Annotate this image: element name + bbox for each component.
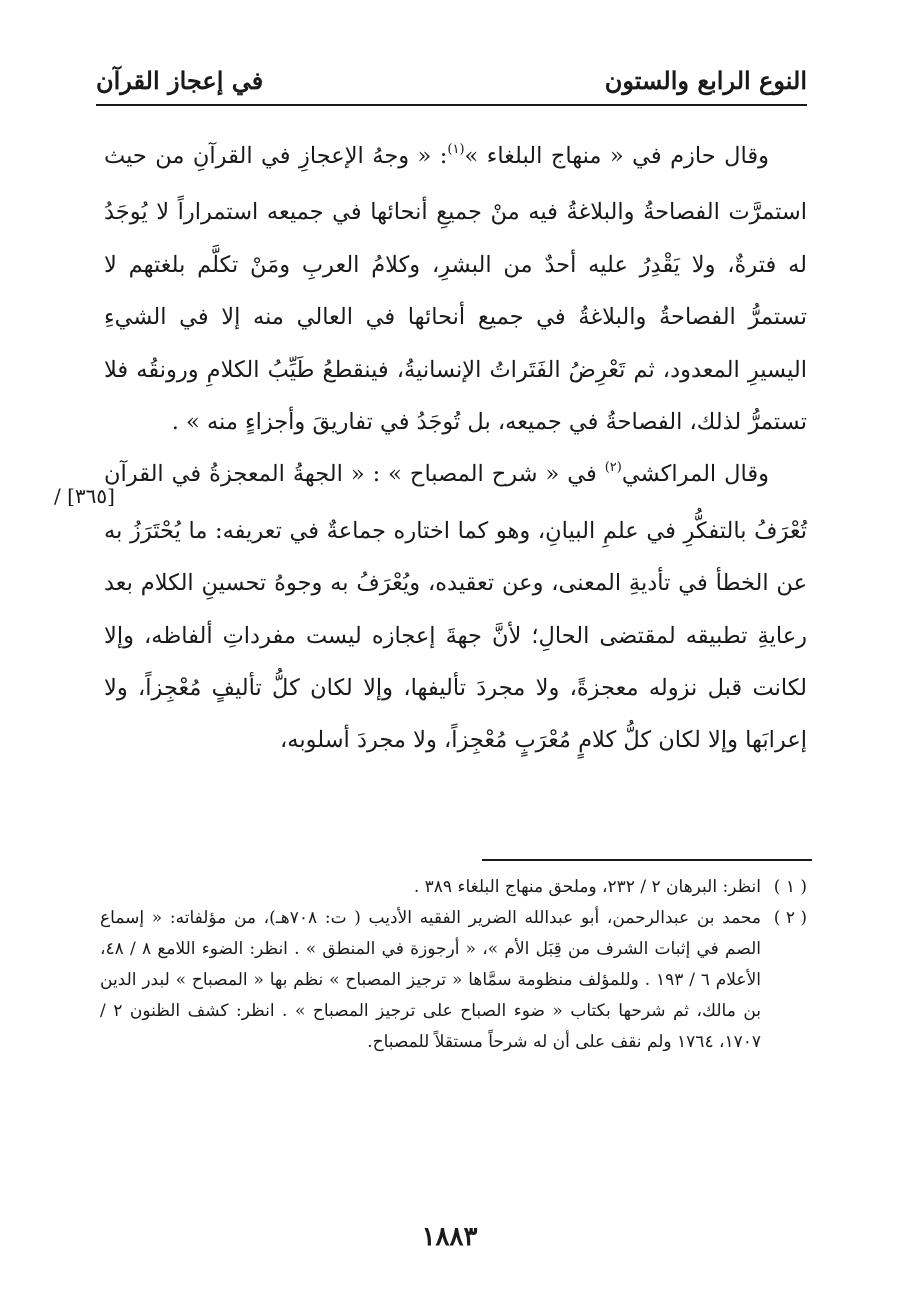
folio-separator: / — [54, 484, 61, 508]
footnote-number: ( ١ ) — [773, 877, 807, 897]
chapter-title: النوع الرابع والستون — [604, 66, 807, 95]
footnote-ref-1: (١) — [447, 142, 465, 157]
footnote-text: محمد بن عبدالرحمن، أبو عبدالله الضرير الفقيه الأديب ( ت: ٧٠٨هـ)، من مؤلفاته: « إسماع الصم في إثبات الشرف من قِبَل الأم »، « أرجوزة في المنطق » . انظر: الضوء اللامع ٨ / ٤٨، الأعلام ٦ / ١٩٣ . وللمؤلف منظومة سمَّاها « ترجيز المصباح » نظم بها « المصباح » لبدر الدين بن مالك، ثم شرحها بكتاب « ضوء الصباح على ترجيز المصباح » . انظر: كشف الظنون ٢ / ١٧٠٧، ١٧٦٤ ولم نقف على أن له شرحاً مستقلاً للمصباح. — [100, 908, 762, 1052]
paragraph-hazim — [104, 130, 807, 448]
paragraph-text: وقال المراكشي — [621, 461, 769, 488]
footnote-1 — [100, 872, 807, 903]
page-number: ١٨٨٣ — [421, 1222, 478, 1252]
footnote-ref-2: (٢) — [604, 460, 622, 476]
footnote-divider — [482, 859, 812, 861]
footnote-number: ( ٢ ) — [773, 908, 807, 928]
folio-number: [٣٦٥] — [67, 484, 115, 508]
book-title: في إعجاز القرآن — [96, 66, 264, 95]
header-divider — [96, 104, 807, 106]
paragraph-text: في « شرح المصباح » : « الجهةُ المعجزةُ في القرآن تُعْرَفُ بالتفكُّرِ في علمِ البيانِ، وهو كما اختاره جماعةٌ في تعريفه: ما يُحْتَرَزُ به عن الخطأ في تأديةِ المعنى، وعن تعقيده، ويُعْرَفُ به وجوهُ تحسينِ الكلام بعد رعايةِ تطبيقه لمقتضى الحالِ؛ لأنَّ جهةَ إعجازه ليست مفرداتِ ألفاظه، وإلا لكانت قبل نزوله معجزةً، ولا مجردَ تأليفها، وإلا لكان كلُّ تأليفٍ مُعْجِزاً، ولا إعرابَها وإلا لكان كلُّ كلامٍ مُعْرَبٍ مُعْجِزاً، ولا مجردَ أسلوبه، — [104, 461, 807, 754]
footnote-text: انظر: البرهان ٢ / ٢٣٢، وملحق منهاج البلغاء ٣٨٩ . — [413, 877, 761, 897]
manuscript-folio-marker — [54, 470, 115, 522]
paragraph-text: وقال حازم في « منهاج البلغاء » — [464, 143, 769, 169]
running-header — [96, 66, 807, 102]
main-text — [54, 130, 807, 767]
paragraph-marrakushi — [104, 448, 807, 766]
footnotes — [100, 872, 807, 1058]
footnote-2 — [100, 903, 807, 1058]
paragraph-text: : « وجهُ الإعجازِ في القرآنِ من حيث استمرَّت الفصاحةُ والبلاغةُ فيه منْ جميعِ أنحائها في جميعه استمراراً لا يُوجَدُ له فترةٌ، ولا يَقْدِرُ عليه أحدٌ من البشرِ، وكلامُ العربِ ومَنْ تكلَّم بلغتهم لا تستمرُّ الفصاحةُ والبلاغةُ في جميع أنحائها في العالي منه إلا في الشيءِ اليسيرِ المعدود، ثم تَعْرِضُ الفَتَراتُ الإنسانيةُ، فينقطعُ طَيِّبُ الكلامِ ورونقُه فلا تستمرُّ لذلك، الفصاحةُ في جميعه، بل تُوجَدُ في تفاريقَ وأجزاءٍ منه » . — [104, 143, 807, 436]
